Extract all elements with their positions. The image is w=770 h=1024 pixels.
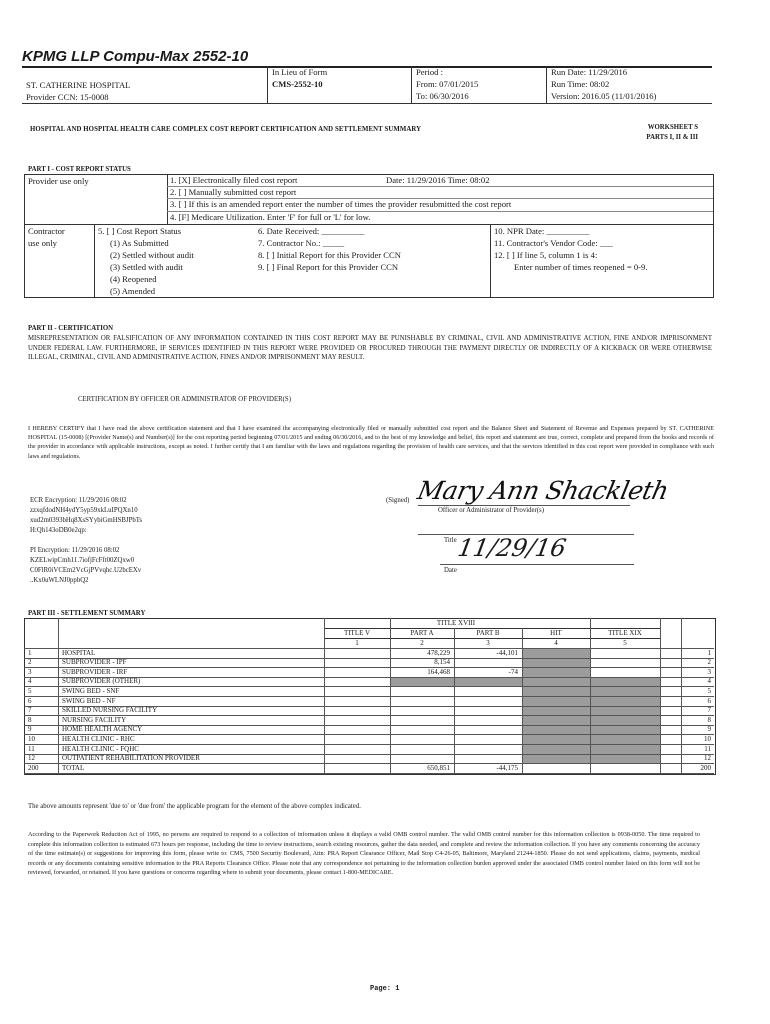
row-label: OUTPATIENT REHABILITATION PROVIDER: [62, 754, 200, 763]
header-divider: [267, 66, 268, 104]
row-label: HOME HEALTH AGENCY: [62, 725, 143, 734]
row-label: SWING BED - SNF: [62, 686, 120, 695]
mid-item: 8. [ ] Initial Report for this Provider CCN: [258, 250, 401, 260]
pi-line: C0FlR0iVCEm2VcGjPVvqhc.U2bcEXv: [30, 567, 142, 574]
status-item: (4) Reopened: [110, 274, 157, 284]
part-b-value: -44,101: [496, 648, 518, 657]
part1-line-1: 1. [X] Electronically filed cost report: [170, 175, 298, 185]
column-header: HIT: [550, 629, 562, 637]
ecr-line: xud2m0393bHq8XsSYybiGmHSBJPbTs: [30, 517, 143, 524]
column-number: 4: [554, 639, 558, 647]
row-end-number: 10: [704, 734, 711, 743]
right-item: Enter number of times reopened = 0-9.: [514, 262, 648, 272]
program-title: KPMG LLP Compu-Max 2552-10: [22, 48, 249, 65]
run-time: Run Time: 08:02: [551, 79, 610, 89]
column-header: TITLE XIX: [608, 629, 642, 637]
part-b-value: -74: [508, 667, 518, 676]
column-number: 5: [623, 639, 627, 647]
row-label: SWING BED - NF: [62, 696, 116, 705]
mid-item: 7. Contractor No.: _____: [258, 238, 345, 248]
mid-item: 9. [ ] Final Report for this Provider CCN: [258, 262, 399, 272]
row-end-number: 6: [707, 696, 711, 705]
row-end-number: 200: [700, 763, 711, 772]
signature-line: [418, 505, 630, 506]
row-end-number: 2: [707, 658, 711, 667]
title-xviii-label: TITLE XVIII: [436, 619, 476, 627]
part1-line-4: 4. [F] Medicare Utilization. Enter 'F' for full or 'L' for low.: [170, 212, 371, 222]
period-from: From: 07/01/2015: [416, 79, 479, 89]
row-line: [24, 715, 714, 716]
provider-use-only: Provider use only: [28, 176, 89, 186]
row-end-number: 12: [704, 754, 711, 763]
row-label: HEALTH CLINIC - FQHC: [62, 744, 139, 753]
status-item: (5) Amended: [110, 286, 156, 296]
part1-heading: PART I - COST REPORT STATUS: [28, 166, 131, 173]
row-label: SUBPROVIDER - IPF: [62, 658, 127, 667]
pi-line: ..Kx0uWLNJ0ppbQ2: [30, 577, 89, 584]
row-number: 1: [28, 648, 32, 657]
worksheet-label: WORKSHEET S: [647, 124, 698, 131]
status-item: (3) Settled with audit: [110, 262, 183, 272]
part1-line-2: 2. [ ] Manually submitted cost report: [170, 187, 297, 197]
part3-heading: PART III - SETTLEMENT SUMMARY: [28, 610, 146, 617]
form-id: CMS-2552-10: [272, 79, 323, 89]
row-line: [24, 773, 714, 774]
date-label: Date: [444, 567, 457, 574]
date-line: [440, 564, 634, 565]
row-end-number: 9: [707, 725, 711, 734]
right-item: 12. [ ] If line 5, column 1 is 4:: [494, 250, 598, 260]
part1-line-3: 3. [ ] If this is an amended report enter the number of times the provider resubmitted the cost report: [170, 199, 512, 209]
page-number: Page: 1: [370, 985, 400, 993]
row-number: 10: [28, 734, 35, 743]
in-lieu-of-label: In Lieu of Form: [272, 67, 328, 77]
contractor-use-only-2: use only: [28, 238, 57, 248]
part1-col-divider: [490, 224, 491, 297]
row-line: [24, 763, 714, 764]
column-header: PART A: [410, 629, 434, 637]
row-line: [24, 696, 714, 697]
provider-ccn: Provider CCN: 15-0008: [26, 92, 109, 102]
row-number: 8: [28, 715, 32, 724]
column-number: 3: [486, 639, 490, 647]
row-line: [24, 648, 714, 649]
row-label: NURSING FACILITY: [62, 715, 127, 724]
row-line: [24, 658, 714, 659]
row-end-number: 1: [707, 648, 711, 657]
row-end-number: 3: [707, 667, 711, 676]
row-end-number: 4: [707, 677, 711, 686]
part-b-value: -44,175: [496, 763, 518, 772]
row-number: 7: [28, 706, 32, 715]
row-number: 4: [28, 677, 32, 686]
status-item: 5. [ ] Cost Report Status: [98, 226, 182, 236]
right-item: 10. NPR Date: __________: [494, 226, 590, 236]
row-number: 5: [28, 686, 32, 695]
officer-label: Officer or Administrator of Provider(s): [438, 507, 544, 514]
title-label: Title: [444, 537, 457, 544]
row-label: HEALTH CLINIC - RHC: [62, 734, 135, 743]
row-number: 9: [28, 725, 32, 734]
part1-col-divider: [94, 224, 95, 297]
row-number: 3: [28, 667, 32, 676]
settlement-table: [24, 618, 714, 782]
column-line: [660, 618, 661, 773]
header-bottom-rule: [22, 103, 712, 104]
column-header: TITLE V: [343, 629, 371, 637]
row-end-number: 8: [707, 715, 711, 724]
row-end-number: 11: [704, 744, 711, 753]
part1-date: Date: 11/29/2016 Time: 08:02: [386, 175, 490, 185]
row-label: SUBPROVIDER (OTHER): [62, 677, 141, 686]
right-item: 11. Contractor's Vendor Code: ___: [494, 238, 613, 248]
row-end-number: 7: [707, 706, 711, 715]
part2-heading: PART II - CERTIFICATION: [28, 325, 114, 332]
contractor-use-only: Contractor: [28, 226, 65, 236]
part-a-value: 164,468: [427, 667, 450, 676]
certification-text: I HEREBY CERTIFY that I have read the above certification statement and that I have examined the accompanying electronically filed or manually submitted cost report and the Balance Sheet and Statement of Revenue and Expenses prepared by ST. CATHERINE HOSPITAL (15-0008) [(Provider Name(s) and Number(s)] for the cost reporting period beginning 07/01/2015 and ending 06/30/2016, and to the best of my knowledge and belief, this report and statement are true, correct, complete and prepared from the books and records of the provider in accordance with applicable instructions, except as noted. I further certify that I am familiar with the laws and regulations regarding the provision of health care services, and that the services identified in this cost report were provided in compliance with such laws and regulations.: [28, 425, 714, 460]
signed-label: (Signed): [386, 497, 410, 504]
column-line: [58, 618, 59, 773]
row-line: [24, 686, 714, 687]
row-number: 200: [28, 763, 39, 772]
part1-divider: [24, 224, 713, 225]
pi-line: PI Encryption: 11/29/2016 08:02: [30, 547, 120, 554]
row-number: 12: [28, 754, 35, 763]
part-a-value: 8,154: [434, 658, 450, 667]
ecr-line: ECR Encryption: 11/29/2016 08:02: [30, 497, 127, 504]
report-title: HOSPITAL AND HOSPITAL HEALTH CARE COMPLEX COST REPORT CERTIFICATION AND SETTLEMENT SUMMARY: [30, 126, 422, 133]
status-item: (1) As Submitted: [110, 238, 169, 248]
ecr-line: zzxqfdodNH4ydY5yp59xkLuIPQXn10: [30, 507, 138, 514]
column-header: PART B: [476, 629, 500, 637]
worksheet-parts: PARTS I, II & III: [646, 134, 698, 141]
pi-line: KZELwipCmh11.7iofjFcFft00ZQxw0: [30, 557, 135, 564]
part2-warning: MISREPRESENTATION OR FALSIFICATION OF ANY INFORMATION CONTAINED IN THIS COST REPORT MAY BE PUNISHABLE BY CRIMINAL, CIVIL AND ADMINISTRATIVE ACTION, FINE AND/OR IMPRISONMENT UNDER FEDERAL LAW. FURTHERMORE, IF SERVICES IDENTIFIED IN THIS REPORT WERE PROVIDED OR PROCURED THROUGH THE PAYMENT DIRECTLY OR INDIRECTLY OF A KICKBACK OR WERE OTHERWISE ILLEGAL, CRIMINAL, CIVIL AND ADMINISTRATIVE ACTION, FINES AND/OR IMPRISONMENT MAY RESULT.: [28, 335, 712, 362]
row-line: [24, 667, 714, 668]
column-line: [522, 628, 523, 773]
part-a-value: 478,229: [427, 648, 450, 657]
period-label: Period :: [416, 67, 443, 77]
row-end-number: 5: [707, 686, 711, 695]
row-label: TOTAL: [62, 763, 85, 772]
mid-item: 6. Date Received: __________: [258, 226, 365, 236]
paperwork-notice: According to the Paperwork Reduction Act of 1995, no persons are required to respond to a collection of information unless it displays a valid OMB control number. The valid OMB control number for this information collection is 0938-0050. The time required to complete this information collection is estimated 673 hours per response, including the time to review instructions, search existing resources, gather the data needed, and complete and review the information collection. If you have any comments concerning the accuracy of the time estimate(s) or suggestions for improving this form, please write to: CMS, 7500 Security Boulevard, Attn: PRA Report Clearance Officer, Mail Stop C4-26-05, Baltimore, Maryland 21244-1850. Please do not send applications, claims, payments, medical records or any documents containing sensitive information to the PRA Reports Clearance Office. Please note that any correspondence not pertaining to the information collection burden approved under the associated OMB control number listed on this form will not be reviewed, forwarded, or retained. If you have questions or concerns regarding where to submit your documents, please contact 1-800-MEDICARE.: [28, 831, 700, 877]
row-label: HOSPITAL: [62, 648, 96, 657]
version: Version: 2016.05 (11/01/2016): [551, 91, 657, 101]
header-divider: [546, 66, 547, 104]
row-number: 6: [28, 696, 32, 705]
part-a-value: 650,851: [427, 763, 450, 772]
row-number: 2: [28, 658, 32, 667]
row-label: SKILLED NURSING FACILITY: [62, 706, 158, 715]
certification-heading: CERTIFICATION BY OFFICER OR ADMINISTRATOR OF PROVIDER(S): [78, 396, 291, 403]
signature: Mary Ann Shackleth: [414, 476, 672, 505]
row-label: SUBPROVIDER - IRF: [62, 667, 128, 676]
column-number: 1: [355, 639, 359, 647]
part1-col-divider: [167, 174, 168, 224]
period-to: To: 06/30/2016: [416, 91, 469, 101]
handwritten-date: 11/29/16: [455, 534, 569, 562]
hospital-name: ST. CATHERINE HOSPITAL: [26, 80, 131, 90]
run-date: Run Date: 11/29/2016: [551, 67, 628, 77]
part3-note: The above amounts represent 'due to' or 'due from' the applicable program for the element of the above complex indicated.: [28, 803, 361, 810]
status-item: (2) Settled without audit: [110, 250, 194, 260]
row-number: 11: [28, 744, 35, 753]
column-number: 2: [420, 639, 424, 647]
ecr-line: H:Qh143oDB0e2qp:: [30, 527, 87, 534]
header-divider: [411, 66, 412, 104]
